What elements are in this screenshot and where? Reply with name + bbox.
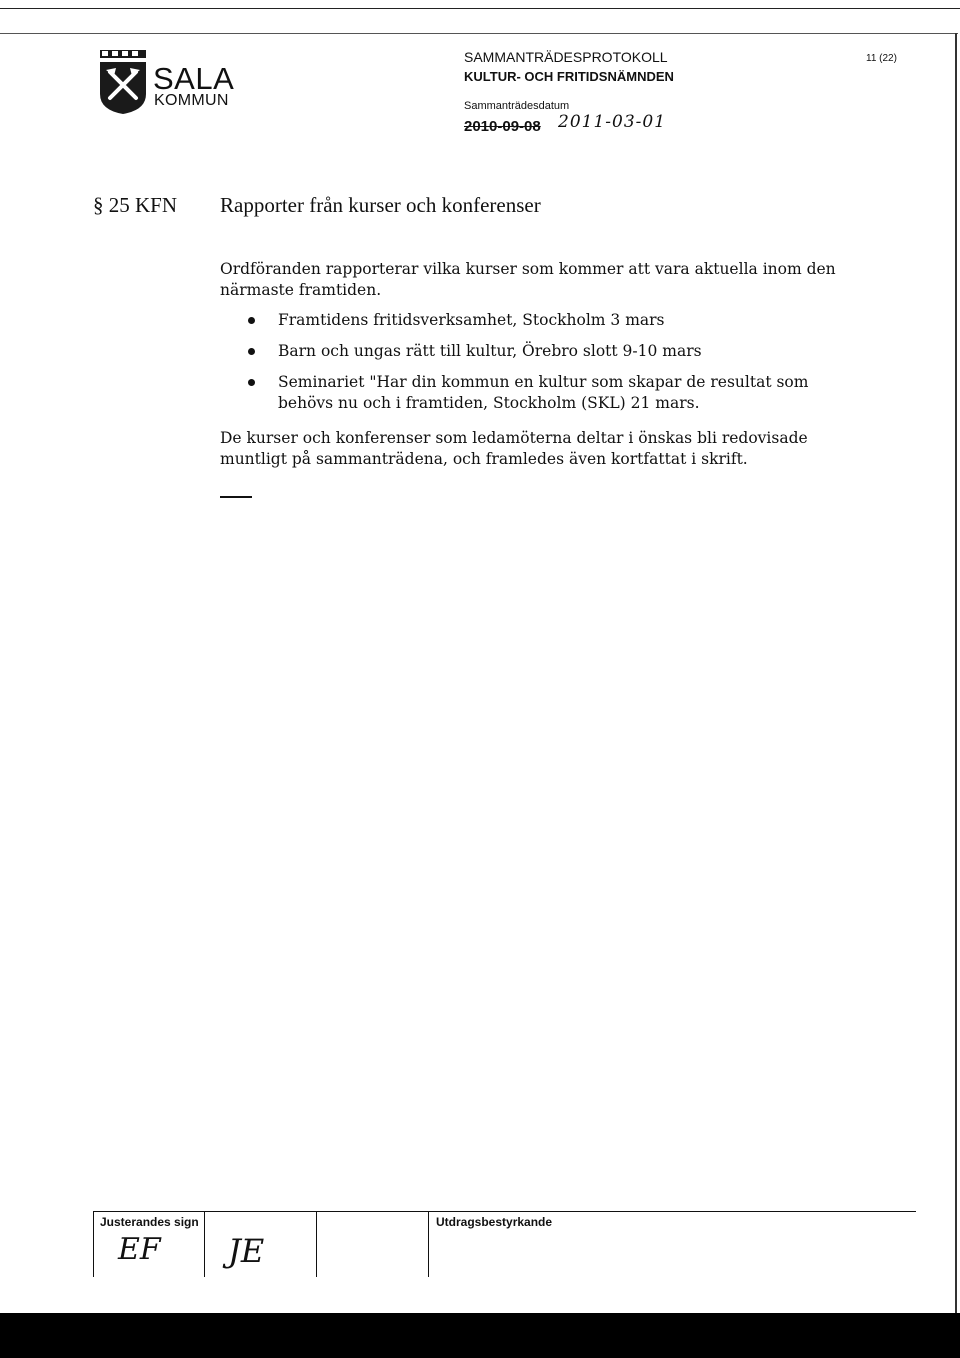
meeting-date-handwritten: 2011-03-01 bbox=[558, 112, 667, 132]
list-item: Framtidens fritidsverksamhet, Stockholm 3 mars bbox=[248, 310, 868, 331]
section-title: Rapporter från kurser och konferenser bbox=[220, 193, 541, 217]
scan-edge-line bbox=[0, 33, 958, 34]
signature-2: JE bbox=[228, 1232, 265, 1270]
scan-edge-line bbox=[0, 8, 960, 9]
page-number: 11 (22) bbox=[866, 53, 897, 64]
end-dash bbox=[220, 496, 252, 498]
footer-divider bbox=[316, 1211, 317, 1277]
committee-name: KULTUR- OCH FRITIDSNÄMNDEN bbox=[464, 69, 674, 84]
section-number: § 25 KFN bbox=[93, 193, 178, 217]
course-list bbox=[248, 310, 868, 424]
coat-of-arms-icon bbox=[98, 48, 148, 114]
scan-edge-right bbox=[955, 33, 957, 1313]
list-item: Barn och ungas rätt till kultur, Örebro slott 9-10 mars bbox=[248, 341, 868, 362]
signature-1: EF bbox=[118, 1232, 161, 1267]
list-item: Seminariet "Har din kommun en kultur som skapar de resultat som behövs nu och i framtiden, Stockholm (SKL) 21 mars. bbox=[248, 372, 868, 414]
footer-top-rule bbox=[93, 1211, 916, 1212]
footer-divider bbox=[428, 1211, 429, 1277]
scan-bottom-bar bbox=[0, 1313, 960, 1358]
date-label: Sammanträdesdatum bbox=[464, 100, 570, 112]
logo-name: SALA bbox=[153, 61, 235, 96]
utdragsbestyrkande-label: Utdragsbestyrkande bbox=[436, 1215, 553, 1229]
intro-paragraph: Ordföranden rapporterar vilka kurser som kommer att vara aktuella inom den närmaste framtiden. bbox=[220, 260, 836, 299]
logo-subtitle: KOMMUN bbox=[154, 92, 229, 109]
closing-paragraph: De kurser och konferenser som ledamöterna deltar i önskas bli redovisade muntligt på sammanträdena, och framledes även kortfattat i skrift. bbox=[220, 429, 808, 468]
footer-divider bbox=[204, 1211, 205, 1277]
meeting-date-crossed: 2010-09-08 bbox=[464, 118, 541, 135]
document-type: SAMMANTRÄDESPROTOKOLL bbox=[464, 49, 668, 65]
bullet-icon bbox=[248, 379, 255, 386]
bullet-icon bbox=[248, 348, 255, 355]
footer-divider bbox=[93, 1211, 94, 1277]
bullet-icon bbox=[248, 317, 255, 324]
justerandes-sign-label: Justerandes sign bbox=[100, 1215, 199, 1229]
